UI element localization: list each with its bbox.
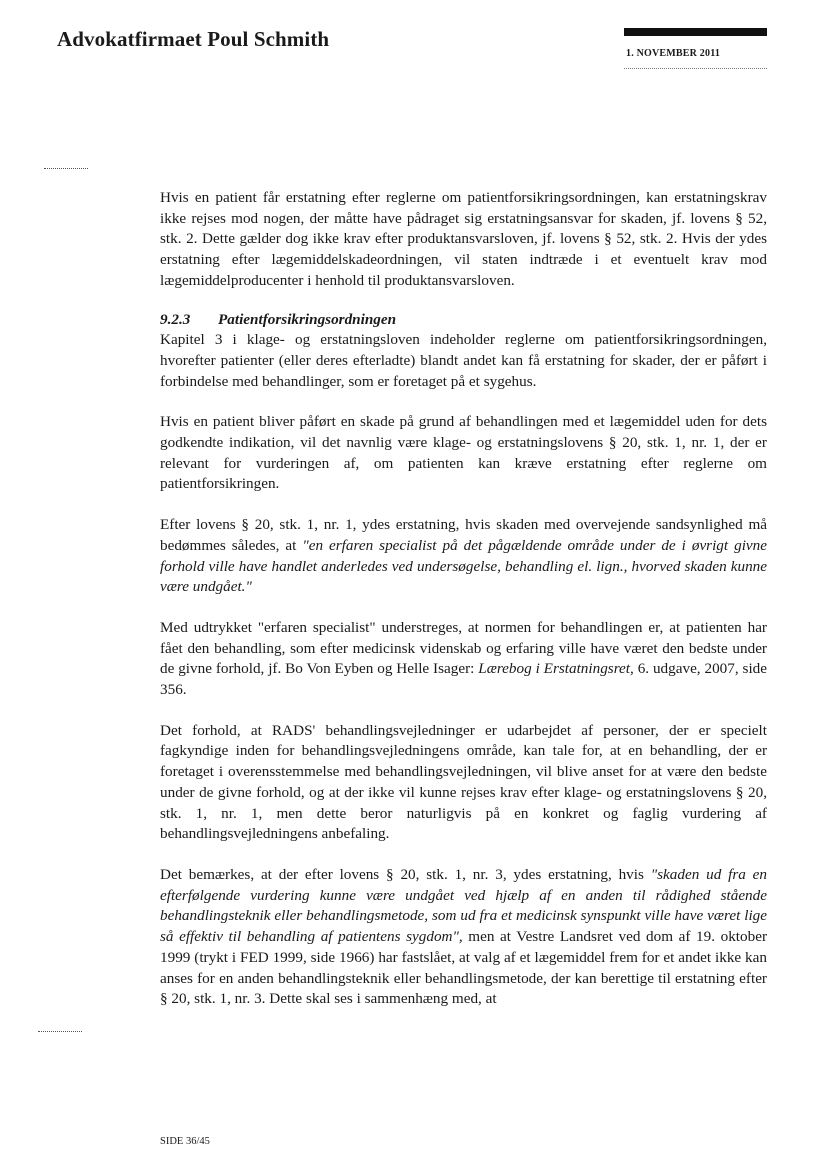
section-heading [160,310,767,331]
margin-marker-bottom [38,1031,82,1032]
paragraph-7-text: Det bemærkes, at der efter lovens § 20, stk. 1, nr. 3, ydes erstatning, hvis [160,865,651,883]
paragraph-5 [160,618,767,701]
book-title: Lærebog i Erstatningsret [478,660,631,678]
document-date: 1. NOVEMBER 2011 [626,48,721,59]
paragraph-5-text: Med udtrykket "erfaren specialist" understreges, at normen for behandlingen er, at patienten har fået den behandling, som efter medicinsk videnskab og erfaring ville have været den bedste under de givne forhold, jf. Bo Von Eyben og Helle Isager: [160,618,767,678]
paragraph-4-text: Efter lovens § 20, stk. 1, nr. 1, ydes erstatning, hvis skaden med overvejende sandsynlighed må bedømmes således, at [160,516,767,554]
margin-marker-top [44,168,88,169]
page-number: SIDE 36/45 [160,1136,210,1147]
paragraph-1: Hvis en patient får erstatning efter reglerne om patientforsikringsordningen, kan erstatningskrav ikke rejses mod nogen, der måtte have pådraget sig erstatningsansvar for skaden, jf. lovens § 52, stk. 2. Dette gælder dog ikke krav efter produktansvarsloven, jf. lovens § 52, stk. 2. Hvis der ydes erstatning efter lægemiddelskadeordningen, vil staten indtræde i et eventuelt krav mod lægemiddelproducenter i henhold til produktansvarsloven. [160,189,767,289]
paragraph-7-quote: "skaden ud fra en efterfølgende vurdering kunne være undgået ved hjælp af en anden til rådighed stående behandlingsteknik eller behandlingsmetode, som ud fra et medicinsk synspunkt ville have været lige så effektiv til behandling af patientens sygdom", [160,865,767,946]
header-bar [624,28,767,36]
paragraph-6: Det forhold, at RADS' behandlingsvejledninger er udarbejdet af personer, der er specielt fagkyndige inden for behandlingsvejledningens område, kan tale for, at en behandling, der er foretaget i overensstemmelse med behandlingsvejledningen, vil blive anset for at være den bedste under de givne forhold, og at der ikke vil kunne rejses krav efter klage- og erstatningslovens § 20, stk. 1, nr. 1, men dette beror naturligvis på en konkret og faglig vurdering af behandlingsvejledningens anbefaling. [160,721,767,843]
firm-name: Advokatfirmaet Poul Schmith [57,27,330,51]
section-title: Patientforsikringsordningen [218,310,397,328]
paragraph-4-quote: "en erfaren specialist på det pågældende område under de i øvrigt givne forhold ville have handlet anderledes ved undersøgelse, behandling el. lign., hvorved skaden kunne være undgået." [160,536,767,596]
paragraph-2: Kapitel 3 i klage- og erstatningsloven indeholder reglerne om patientforsikringsordningen, hvorefter patienter (eller deres efterladte) blandt andet kan få erstatning for skader, der er påført i forbindelse med behandlinger, som er foretaget på et sygehus. [160,331,767,390]
body-text [160,188,767,1010]
paragraph-5-tail: , 6. udgave, 2007, side 356. [160,660,767,699]
paragraph-7-tail: men at Vestre Landsret ved dom af 19. oktober 1999 (trykt i FED 1999, side 1966) har fastslået, at valg af et lægemiddel frem for et andet ikke kan anses for en anden behandlingsteknik eller behandlingsmetode, der kan berettige til erstatning efter § 20, stk. 1, nr. 3. Dette skal ses i sammenhæng med, at [160,928,768,1008]
date-divider [624,68,767,69]
section-number: 9.2.3 [160,310,191,328]
paragraph-7 [160,865,767,1010]
paragraph-3: Hvis en patient bliver påført en skade på grund af behandlingen med et lægemiddel uden for dets godkendte indikation, vil det navnlig være klage- og erstatningslovens § 20, stk. 1, nr. 1, der er relevant for vurderingen af, om patienten kan kræve erstatning efter reglerne om patientforsikringen. [160,413,767,493]
paragraph-4 [160,515,767,598]
